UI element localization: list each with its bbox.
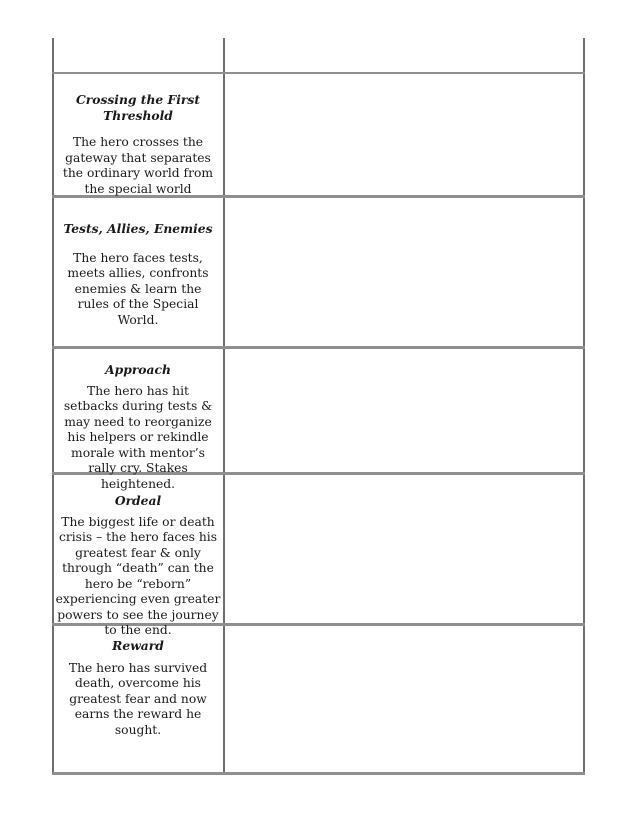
- stage-cell-crossing-threshold: [52, 92, 224, 197]
- row-divider: [52, 72, 585, 74]
- stage-title: Ordeal: [114, 493, 162, 508]
- stage-cell-reward: [52, 638, 224, 738]
- stage-description: The biggest life or death crisis – the hero faces his greatest fear & only through “death” can the hero be “reborn” experiencing even greater powers to see the journey to the end.: [55, 514, 221, 637]
- table-border-right: [583, 38, 585, 775]
- stage-description: The hero has hit setbacks during tests & may need to reorganize his helpers or rekindle morale with mentor’s rally cry. Stakes heightened.: [63, 383, 213, 491]
- stage-description: The hero faces tests, meets allies, confronts enemies & learn the rules of the Special World.: [67, 250, 209, 327]
- stage-cell-ordeal: [52, 493, 224, 639]
- stage-description: The hero crosses the gateway that separates the ordinary world from the special world: [62, 135, 214, 196]
- stage-title: Crossing the First Threshold: [75, 92, 200, 123]
- table-border-bottom: [52, 772, 585, 775]
- stage-cell-approach: [52, 362, 224, 492]
- stage-title: Approach: [105, 362, 171, 377]
- stage-cell-tests-allies-enemies: [52, 221, 224, 328]
- stage-title: Reward: [112, 638, 164, 653]
- stage-title: Tests, Allies, Enemies: [63, 221, 213, 236]
- row-divider: [52, 346, 585, 349]
- hero-journey-table: [52, 38, 585, 775]
- stage-description: The hero has survived death, overcome his greatest fear and now earns the reward he sought.: [68, 660, 208, 737]
